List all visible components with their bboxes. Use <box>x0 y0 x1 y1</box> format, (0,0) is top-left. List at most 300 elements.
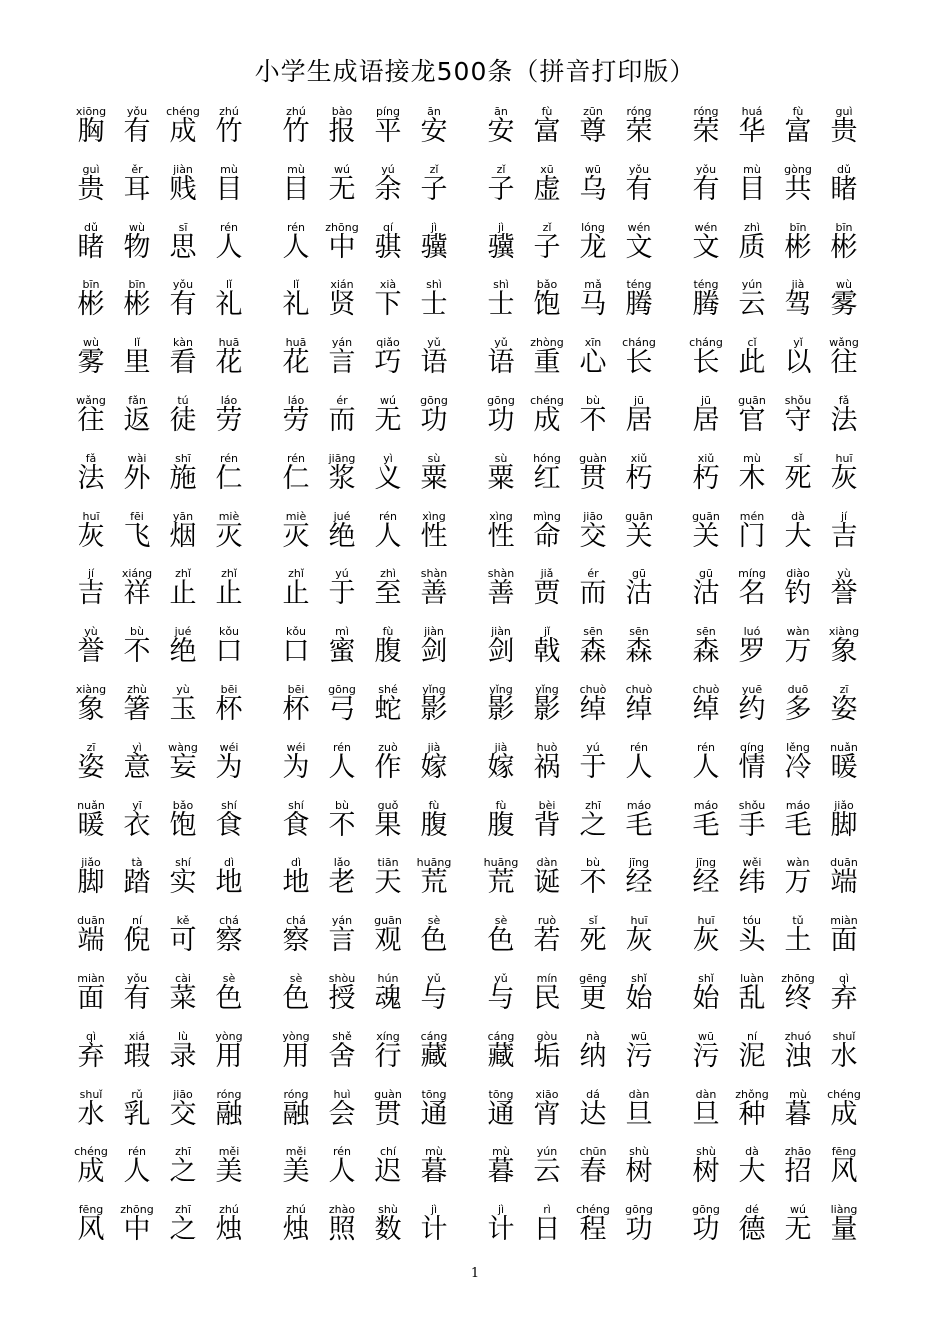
character-cell <box>616 568 662 626</box>
hanzi-character: 人 <box>328 1156 356 1188</box>
pinyin-label: cǐ <box>747 336 757 350</box>
pinyin-label: xiá <box>128 1029 146 1043</box>
character-cell <box>570 1204 616 1262</box>
hanzi-character: 言 <box>328 347 356 379</box>
pinyin-label: rǔ <box>131 1087 143 1101</box>
hanzi-character: 骥 <box>420 231 448 263</box>
character-cell <box>478 742 524 800</box>
pinyin-label: yù <box>837 567 851 581</box>
pinyin-label: gōng <box>625 1203 653 1217</box>
hanzi-character: 祥 <box>123 578 151 610</box>
idiom-entry <box>478 800 683 858</box>
pinyin-label: wàn <box>786 856 810 870</box>
character-cell <box>570 395 616 453</box>
pinyin-label: ān <box>427 105 441 118</box>
character-cell <box>365 1146 411 1204</box>
character-cell <box>114 1031 160 1089</box>
character-cell <box>616 915 662 973</box>
hanzi-character: 藏 <box>420 1040 448 1072</box>
idiom-row <box>68 626 888 684</box>
hanzi-character: 雾 <box>830 289 858 321</box>
pinyin-label: wū <box>631 1029 647 1043</box>
pinyin-label: xīn <box>584 336 602 350</box>
pinyin-label: jīng <box>695 856 717 870</box>
pinyin-label: shí <box>175 856 191 870</box>
character-cell <box>206 1146 252 1204</box>
pinyin-label: cháng <box>689 336 723 350</box>
character-cell <box>570 511 616 569</box>
character-cell <box>524 1089 570 1147</box>
hanzi-character: 法 <box>830 404 858 436</box>
character-cell <box>524 337 570 395</box>
pinyin-label: jià <box>427 740 441 754</box>
pinyin-label: kàn <box>173 336 193 350</box>
character-cell <box>160 1204 206 1262</box>
character-cell <box>411 1204 457 1262</box>
pinyin-label: fù <box>428 798 440 812</box>
hanzi-character: 口 <box>282 636 310 668</box>
hanzi-character: 富 <box>784 116 812 147</box>
pinyin-label: shí <box>288 798 304 812</box>
hanzi-character: 耳 <box>123 173 151 205</box>
hanzi-character: 戟 <box>533 636 561 668</box>
pinyin-label: rén <box>286 451 306 465</box>
idiom-entry <box>478 279 683 337</box>
character-cell <box>821 800 867 858</box>
pinyin-label: chūn <box>579 1145 607 1159</box>
pinyin-label: zǐ <box>542 220 552 234</box>
pinyin-label: wéi <box>219 740 239 754</box>
pinyin-label: bù <box>130 625 144 639</box>
character-cell <box>616 337 662 395</box>
hanzi-character: 箸 <box>123 693 151 725</box>
character-cell <box>616 857 662 915</box>
hanzi-character: 目 <box>738 173 766 205</box>
idiom-entry <box>683 1031 888 1089</box>
page-title: 小学生成语接龙500条（拼音打印版） <box>254 57 696 86</box>
character-cell <box>570 742 616 800</box>
hanzi-character: 杯 <box>282 693 310 725</box>
hanzi-character: 之 <box>169 1156 197 1188</box>
hanzi-character: 贵 <box>77 173 105 205</box>
hanzi-character: 关 <box>625 520 653 552</box>
pinyin-label: shì <box>426 278 442 292</box>
pinyin-label: huāng <box>416 856 452 870</box>
character-cell <box>616 453 662 511</box>
hanzi-character: 达 <box>579 1098 607 1130</box>
character-cell <box>821 337 867 395</box>
hanzi-character: 魂 <box>374 982 402 1014</box>
character-cell <box>273 106 319 164</box>
idiom-entry <box>683 453 888 511</box>
hanzi-character: 暮 <box>420 1156 448 1188</box>
pinyin-label: bīn <box>128 278 146 292</box>
idiom-entry <box>683 106 888 164</box>
pinyin-label: wū <box>698 1029 714 1043</box>
hanzi-character: 烛 <box>282 1214 310 1246</box>
pinyin-label: yān <box>172 509 194 523</box>
character-cell <box>319 800 365 858</box>
pinyin-label: jì <box>497 1203 505 1217</box>
pinyin-label: píng <box>376 105 400 118</box>
character-cell <box>570 973 616 1031</box>
pinyin-label: shǐ <box>631 971 647 985</box>
character-cell <box>68 568 114 626</box>
character-cell <box>821 453 867 511</box>
hanzi-character: 暖 <box>77 809 105 841</box>
pinyin-label: chéng <box>827 1087 861 1101</box>
pinyin-label: róng <box>216 1087 242 1101</box>
pinyin-label: lù <box>177 1029 189 1043</box>
hanzi-character: 地 <box>215 867 243 899</box>
pinyin-label: sè <box>222 971 236 985</box>
idiom-entry <box>273 164 478 222</box>
hanzi-character: 始 <box>625 982 653 1014</box>
character-cell <box>683 453 729 511</box>
hanzi-character: 胸 <box>77 116 105 147</box>
idiom-entry <box>478 453 683 511</box>
hanzi-character: 绝 <box>169 636 197 668</box>
hanzi-character: 与 <box>420 982 448 1014</box>
idiom-entry <box>683 164 888 222</box>
pinyin-label: wú <box>334 162 350 176</box>
idiom-entry <box>478 164 683 222</box>
hanzi-character: 灰 <box>692 925 720 957</box>
pinyin-label: tōng <box>488 1087 514 1101</box>
hanzi-character: 迟 <box>374 1156 402 1188</box>
pinyin-label: zǐ <box>429 162 439 176</box>
pinyin-label: zhāo <box>784 1145 812 1159</box>
hanzi-character: 剑 <box>487 636 515 668</box>
character-cell <box>68 453 114 511</box>
hanzi-character: 祸 <box>533 751 561 783</box>
hanzi-character: 大 <box>784 520 812 552</box>
pinyin-label: huì <box>333 1087 351 1101</box>
hanzi-character: 人 <box>625 751 653 783</box>
pinyin-label: dàn <box>628 1087 650 1101</box>
hanzi-character: 至 <box>374 578 402 610</box>
idiom-row <box>68 279 888 337</box>
pinyin-label: shì <box>493 278 509 292</box>
character-cell <box>206 742 252 800</box>
character-cell <box>365 337 411 395</box>
pinyin-label: shǒu <box>784 393 812 407</box>
pinyin-label: zhú <box>286 105 306 118</box>
hanzi-character: 美 <box>282 1156 310 1188</box>
hanzi-character: 性 <box>487 520 515 552</box>
character-cell <box>821 684 867 742</box>
idiom-entry <box>273 279 478 337</box>
pinyin-label: ěr <box>131 162 143 176</box>
idiom-entry <box>68 453 273 511</box>
hanzi-character: 之 <box>169 1214 197 1246</box>
hanzi-character: 以 <box>784 347 812 379</box>
pinyin-label: huá <box>741 105 763 118</box>
pinyin-label: huī <box>630 914 648 928</box>
pinyin-label: yuē <box>741 682 763 696</box>
character-cell <box>729 684 775 742</box>
character-cell <box>683 800 729 858</box>
hanzi-character: 面 <box>77 982 105 1014</box>
character-cell <box>319 1089 365 1147</box>
pinyin-label: rén <box>629 740 649 754</box>
hanzi-character: 而 <box>328 404 356 436</box>
pinyin-label: yún <box>741 278 763 292</box>
pinyin-label: gū <box>632 567 646 581</box>
hanzi-character: 瑕 <box>123 1040 151 1072</box>
pinyin-label: shī <box>175 451 191 465</box>
character-cell <box>775 511 821 569</box>
character-cell <box>365 453 411 511</box>
pinyin-label: mǎ <box>584 278 602 292</box>
hanzi-character: 止 <box>282 578 310 610</box>
character-cell <box>478 1146 524 1204</box>
hanzi-character: 脚 <box>77 867 105 899</box>
hanzi-character: 姿 <box>830 693 858 725</box>
hanzi-character: 于 <box>579 751 607 783</box>
pinyin-label: yǐng <box>422 682 446 696</box>
hanzi-character: 往 <box>830 347 858 379</box>
character-cell <box>68 684 114 742</box>
character-cell <box>160 626 206 684</box>
character-cell <box>68 279 114 337</box>
character-cell <box>411 279 457 337</box>
hanzi-character: 老 <box>328 867 356 899</box>
character-cell <box>114 337 160 395</box>
hanzi-character: 菜 <box>169 982 197 1014</box>
hanzi-character: 程 <box>579 1214 607 1246</box>
character-cell <box>114 684 160 742</box>
character-cell <box>570 279 616 337</box>
hanzi-character: 灭 <box>215 520 243 552</box>
character-cell <box>729 857 775 915</box>
character-cell <box>524 742 570 800</box>
pinyin-label: wàn <box>786 625 810 639</box>
pinyin-label: jiāo <box>173 1087 193 1101</box>
hanzi-character: 计 <box>487 1214 515 1246</box>
character-cell <box>821 626 867 684</box>
hanzi-character: 人 <box>692 751 720 783</box>
hanzi-character: 为 <box>215 751 243 783</box>
pinyin-label: nuǎn <box>77 798 105 812</box>
hanzi-character: 无 <box>784 1214 812 1246</box>
character-cell <box>68 800 114 858</box>
character-cell <box>775 337 821 395</box>
pinyin-label: gōng <box>328 682 356 696</box>
hanzi-character: 可 <box>169 925 197 957</box>
hanzi-character: 贯 <box>374 1098 402 1130</box>
pinyin-label: ér <box>587 567 599 581</box>
idiom-entry <box>478 1031 683 1089</box>
hanzi-character: 命 <box>533 520 561 552</box>
hanzi-character: 有 <box>625 173 653 205</box>
hanzi-character: 融 <box>215 1098 243 1130</box>
hanzi-character: 浊 <box>784 1040 812 1072</box>
hanzi-character: 情 <box>738 751 766 783</box>
character-cell <box>114 800 160 858</box>
pinyin-label: mù <box>743 451 761 465</box>
hanzi-character: 土 <box>784 925 812 957</box>
hanzi-character: 富 <box>533 116 561 147</box>
hanzi-character: 此 <box>738 347 766 379</box>
pinyin-label: sù <box>494 451 508 465</box>
character-cell <box>114 1089 160 1147</box>
character-cell <box>273 1204 319 1262</box>
hanzi-character: 水 <box>77 1098 105 1130</box>
hanzi-character: 成 <box>830 1098 858 1130</box>
character-cell <box>411 511 457 569</box>
idiom-entry <box>273 395 478 453</box>
pinyin-label: qì <box>838 971 850 985</box>
pinyin-label: máo <box>693 798 719 812</box>
pinyin-label: máo <box>626 798 652 812</box>
character-cell <box>775 684 821 742</box>
hanzi-character: 粟 <box>487 462 515 494</box>
character-cell <box>160 395 206 453</box>
character-cell <box>273 164 319 222</box>
hanzi-character: 龙 <box>579 231 607 263</box>
pinyin-label: shé <box>378 682 398 696</box>
pinyin-label: sēn <box>696 625 716 639</box>
pinyin-label: guàn <box>374 1087 402 1101</box>
character-cell <box>273 1146 319 1204</box>
hanzi-character: 灰 <box>77 520 105 552</box>
pinyin-label: miè <box>218 509 240 523</box>
pinyin-label: zūn <box>583 105 603 118</box>
hanzi-character: 象 <box>77 693 105 725</box>
character-cell <box>68 973 114 1031</box>
pinyin-label: miè <box>285 509 307 523</box>
pinyin-label: jí <box>87 567 95 581</box>
hanzi-character: 思 <box>169 231 197 263</box>
hanzi-character: 成 <box>77 1156 105 1188</box>
character-cell <box>273 684 319 742</box>
character-cell <box>524 1204 570 1262</box>
hanzi-character: 竹 <box>215 116 243 147</box>
pinyin-label: sǐ <box>588 914 598 928</box>
pinyin-label: zhī <box>175 1145 191 1159</box>
idiom-row <box>68 1146 888 1204</box>
pinyin-label: duō <box>787 682 809 696</box>
hanzi-character: 用 <box>282 1040 310 1072</box>
pinyin-label: wén <box>694 220 718 234</box>
character-cell <box>319 742 365 800</box>
hanzi-character: 人 <box>374 520 402 552</box>
pinyin-label: tǔ <box>792 914 804 928</box>
hanzi-character: 安 <box>420 116 448 147</box>
character-cell <box>365 222 411 280</box>
hanzi-character: 居 <box>625 404 653 436</box>
idiom-entry <box>273 973 478 1031</box>
hanzi-character: 绰 <box>692 693 720 725</box>
idiom-entry <box>478 915 683 973</box>
character-cell <box>365 742 411 800</box>
idiom-entry <box>68 1031 273 1089</box>
character-cell <box>68 626 114 684</box>
hanzi-character: 踏 <box>123 867 151 899</box>
pinyin-label: sè <box>427 914 441 928</box>
hanzi-character: 质 <box>738 231 766 263</box>
character-cell <box>775 857 821 915</box>
pinyin-label: yǔ <box>494 336 508 350</box>
hanzi-character: 食 <box>282 809 310 841</box>
character-cell <box>273 279 319 337</box>
pinyin-label: lóng <box>581 220 605 234</box>
character-cell <box>524 395 570 453</box>
character-cell <box>365 1031 411 1089</box>
character-cell <box>478 626 524 684</box>
character-cell <box>729 1146 775 1204</box>
character-cell <box>570 1089 616 1147</box>
hanzi-character: 污 <box>692 1040 720 1072</box>
hanzi-character: 经 <box>625 867 653 899</box>
character-cell <box>68 857 114 915</box>
pinyin-label: ní <box>131 914 143 928</box>
idiom-row <box>68 453 888 511</box>
hanzi-character: 法 <box>77 462 105 494</box>
pinyin-label: jǐ <box>543 625 551 639</box>
pinyin-label: shàn <box>420 567 448 581</box>
idiom-entry <box>683 626 888 684</box>
hanzi-character: 作 <box>374 751 402 783</box>
idiom-entry <box>273 915 478 973</box>
pinyin-label: kě <box>176 914 190 928</box>
idiom-entry <box>478 395 683 453</box>
character-cell <box>319 973 365 1031</box>
hanzi-character: 绰 <box>579 693 607 725</box>
pinyin-label: zī <box>839 682 849 696</box>
character-cell <box>478 1089 524 1147</box>
pinyin-label: huā <box>218 336 240 350</box>
pinyin-label: zhuó <box>784 1029 812 1043</box>
hanzi-character: 树 <box>625 1156 653 1188</box>
pinyin-label: yǒu <box>126 105 148 118</box>
pinyin-label: zhú <box>286 1203 306 1217</box>
pinyin-label: róng <box>693 105 719 118</box>
character-cell <box>616 626 662 684</box>
character-cell <box>683 1089 729 1147</box>
pinyin-label: qíng <box>740 740 764 754</box>
character-cell <box>524 222 570 280</box>
idiom-row <box>68 973 888 1031</box>
hanzi-character: 下 <box>374 289 402 321</box>
hanzi-character: 马 <box>579 289 607 321</box>
hanzi-character: 灰 <box>830 462 858 494</box>
character-cell <box>616 279 662 337</box>
pinyin-label: rén <box>696 740 716 754</box>
hanzi-character: 沽 <box>692 578 720 610</box>
character-cell <box>616 1146 662 1204</box>
character-cell <box>683 973 729 1031</box>
hanzi-character: 长 <box>692 347 720 379</box>
pinyin-label: guān <box>692 509 720 523</box>
hanzi-character: 彬 <box>784 231 812 263</box>
character-cell <box>729 453 775 511</box>
character-cell <box>821 106 867 164</box>
character-cell <box>524 1031 570 1089</box>
hanzi-character: 影 <box>487 693 515 725</box>
character-cell <box>365 857 411 915</box>
hanzi-character: 不 <box>328 809 356 841</box>
hanzi-character: 劳 <box>282 404 310 436</box>
hanzi-character: 乳 <box>123 1098 151 1130</box>
character-cell <box>616 222 662 280</box>
hanzi-character: 杯 <box>215 693 243 725</box>
character-cell <box>570 337 616 395</box>
hanzi-character: 灰 <box>625 925 653 957</box>
idiom-entry <box>68 511 273 569</box>
hanzi-character: 朽 <box>692 462 720 494</box>
